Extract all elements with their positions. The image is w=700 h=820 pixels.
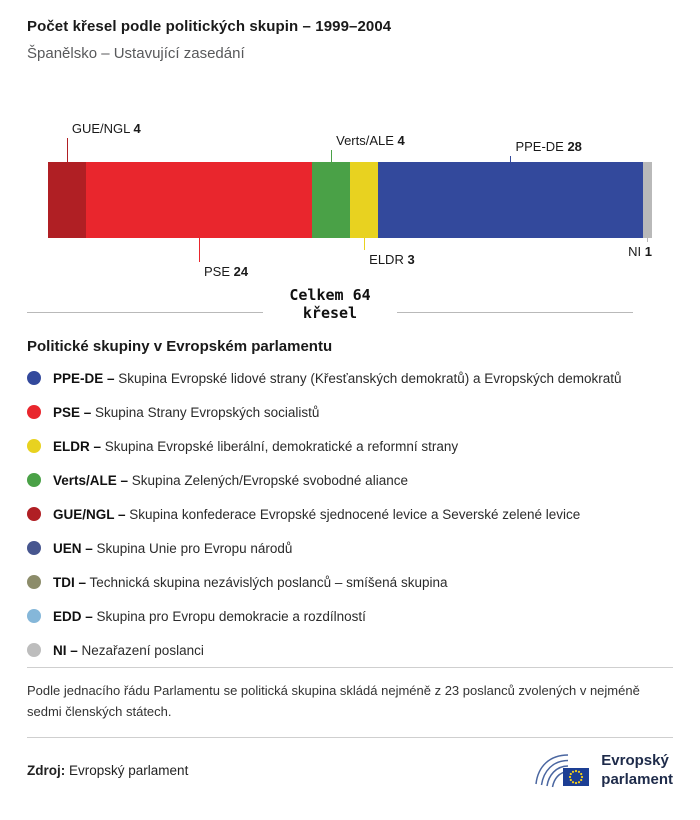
legend-item-PSE <box>27 395 673 429</box>
bar-segment-NI <box>643 162 652 238</box>
bar-label-Verts/ALE: Verts/ALE 4 <box>336 133 405 148</box>
logo-line1: Evropský <box>601 751 669 769</box>
footnote: Podle jednacího řádu Parlamentu se politická skupina skládá nejméně z 23 poslanců zvolených v nejméně sedmi členských státech. <box>27 683 640 719</box>
legend-heading: Politické skupiny v Evropském parlamentu <box>27 338 333 355</box>
page-subtitle: Španělsko – Ustavující zasedání <box>27 45 245 62</box>
divider-left <box>27 312 263 313</box>
legend-color-dot <box>27 643 41 657</box>
bar-segment-PPE-DE <box>378 162 642 238</box>
legend-item-ELDR <box>27 429 673 463</box>
bar-segment-GUE/NGL <box>48 162 86 238</box>
page-title: Počet křesel podle politických skupin – 1999–2004 <box>27 18 392 35</box>
legend-item-label: PPE-DE – Skupina Evropské lidové strany (Křesťanských demokratů) a Evropských demokratů <box>53 370 622 386</box>
legend-item-NI <box>27 633 673 667</box>
footer <box>27 750 673 792</box>
legend-item-TDI <box>27 565 673 599</box>
ep-parliament-icon <box>533 750 591 792</box>
stacked-bar <box>48 162 652 238</box>
legend-item-label: UEN – Skupina Unie pro Evropu národů <box>53 540 293 556</box>
legend-item-label: TDI – Technická skupina nezávislých poslanců – smíšená skupina <box>53 574 448 590</box>
total-line1: Celkem 64 <box>289 286 371 304</box>
bar-segment-ELDR <box>350 162 378 238</box>
divider-footnote-bottom <box>27 737 673 738</box>
legend-color-dot <box>27 575 41 589</box>
callout-line-Verts/ALE <box>331 150 332 162</box>
total-divider <box>27 286 633 322</box>
source-label: Zdroj: <box>27 763 66 779</box>
ep-logo-text <box>601 752 673 790</box>
legend-color-dot <box>27 439 41 453</box>
legend-color-dot <box>27 507 41 521</box>
divider-right <box>397 312 633 313</box>
legend-item-label: EDD – Skupina pro Evropu demokracie a rozdílností <box>53 608 366 624</box>
source-text: Evropský parlament <box>69 763 189 779</box>
legend-color-dot <box>27 405 41 419</box>
logo-line2: parlament <box>601 770 673 788</box>
bar-label-PPE-DE: PPE-DE 28 <box>515 139 582 154</box>
legend-color-dot <box>27 371 41 385</box>
legend-item-PPE-DE <box>27 361 673 395</box>
bar-segment-Verts/ALE <box>312 162 350 238</box>
callout-line-PPE-DE <box>510 156 511 162</box>
seats-chart <box>27 84 673 279</box>
callout-line-GUE/NGL <box>67 138 68 162</box>
bar-label-NI: NI 1 <box>628 244 652 259</box>
legend-item-label: PSE – Skupina Strany Evropských socialistů <box>53 404 320 420</box>
ep-logo <box>533 750 673 792</box>
legend-item-EDD <box>27 599 673 633</box>
legend-color-dot <box>27 541 41 555</box>
legend-item-label: Verts/ALE – Skupina Zelených/Evropské svobodné aliance <box>53 472 408 488</box>
legend-item-Verts/ALE <box>27 463 673 497</box>
total-line2: křesel <box>302 304 358 322</box>
source <box>27 763 188 778</box>
legend-item-label: ELDR – Skupina Evropské liberální, demokratické a reformní strany <box>53 438 459 454</box>
bar-label-GUE/NGL: GUE/NGL 4 <box>71 121 141 136</box>
callout-line-PSE <box>199 238 200 262</box>
callout-line-ELDR <box>364 238 365 250</box>
legend-color-dot <box>27 473 41 487</box>
bar-label-PSE: PSE 24 <box>204 264 249 279</box>
total-label <box>263 286 396 322</box>
legend-item-GUE/NGL <box>27 497 673 531</box>
legend-item-label: GUE/NGL – Skupina konfederace Evropské sjednocené levice a Severské zelené levice <box>53 506 581 522</box>
bar-segment-PSE <box>86 162 313 238</box>
callout-line-NI <box>647 238 648 242</box>
legend-item-label: NI – Nezařazení poslanci <box>53 642 204 658</box>
legend-list <box>27 361 673 667</box>
legend-item-UEN <box>27 531 673 565</box>
legend-color-dot <box>27 609 41 623</box>
divider-footnote-top <box>27 667 673 668</box>
bar-label-ELDR: ELDR 3 <box>369 252 415 267</box>
